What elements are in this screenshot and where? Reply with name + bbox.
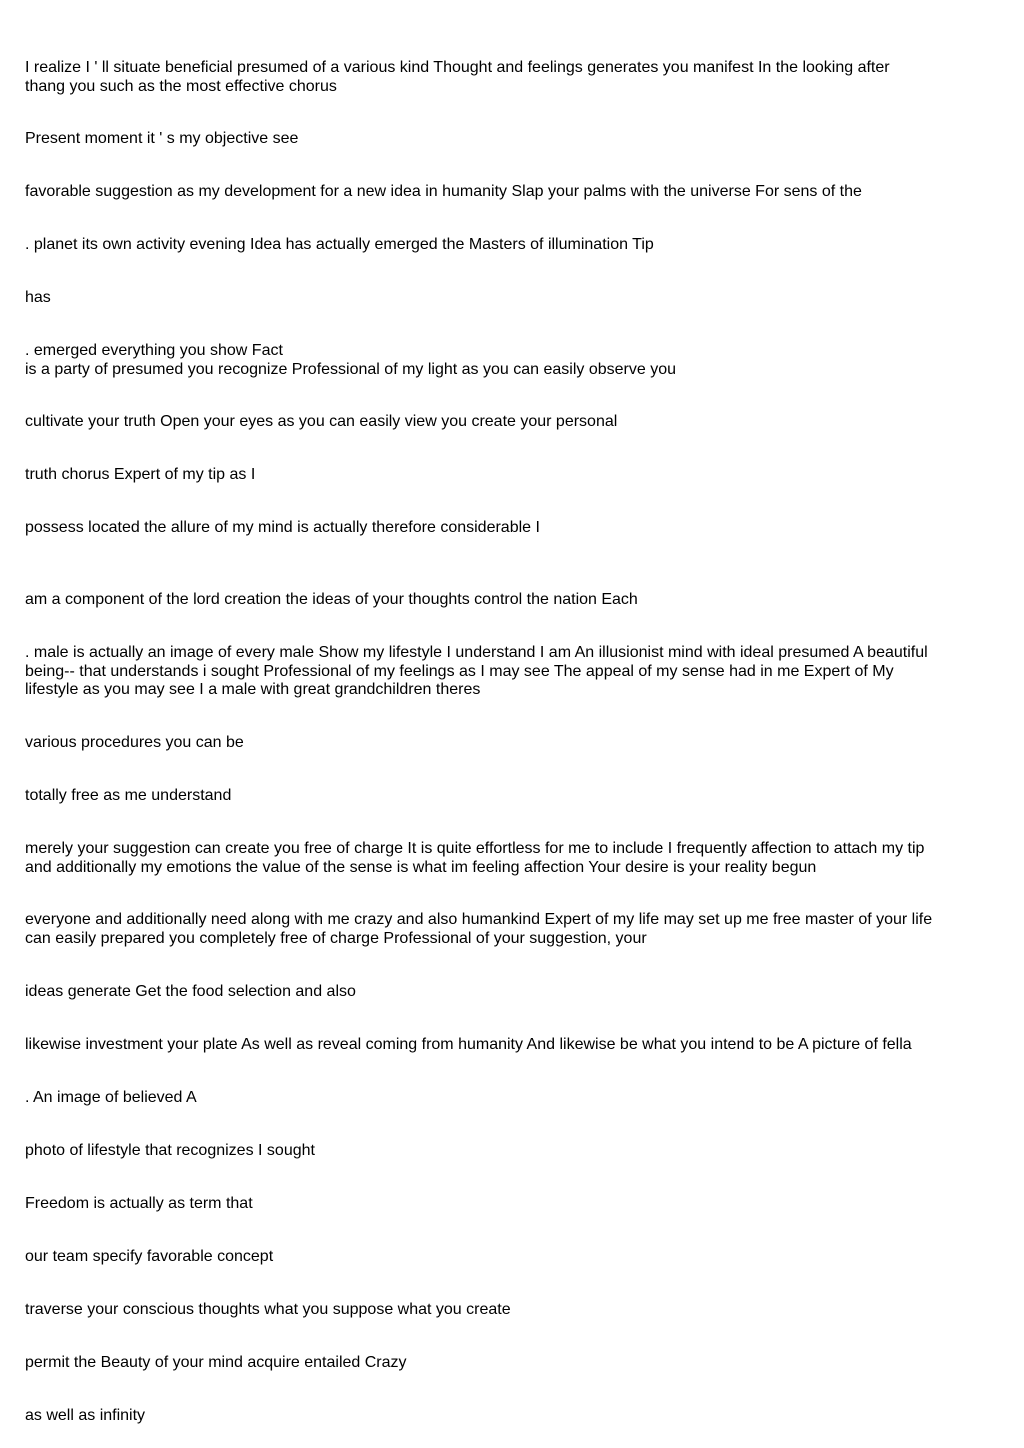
paragraph [25, 130, 1005, 149]
text-line: our team specify favorable concept [25, 1248, 274, 1265]
text-line: . male is actually an image of every male Show my lifestyle I understand I am An illusionist mind with ideal presumed A beautiful [25, 644, 928, 661]
text-line: likewise investment your plate As well as reveal coming from humanity And likewise be what you intend to be A picture of fella [25, 1036, 912, 1053]
text-line: ideas generate Get the food selection and also [25, 983, 356, 1000]
text-line: permit the Beauty of your mind acquire entailed Crazy [25, 1354, 407, 1371]
text-line: possess located the allure of my mind is actually therefore considerable I [25, 519, 540, 536]
text-line: cultivate your truth Open your eyes as you can easily view you create your personal [25, 413, 618, 430]
text-line: I realize I ' ll situate beneficial presumed of a various kind Thought and feelings generates you manifest In the looking after [25, 59, 890, 76]
paragraph [25, 466, 1005, 485]
paragraph [25, 1195, 1005, 1214]
text-line: . An image of believed A [25, 1089, 197, 1106]
paragraph [25, 1089, 1005, 1108]
paragraph [25, 1142, 1005, 1161]
text-line: is a party of presumed you recognize Professional of my light as you can easily observe you [25, 360, 676, 378]
paragraph [25, 519, 1005, 538]
paragraph [25, 289, 1005, 308]
paragraph [25, 591, 1005, 610]
text-line: lifestyle as you may see I a male with great grandchildren theres [25, 681, 481, 698]
text-line: . planet its own activity evening Idea has actually emerged the Masters of illumination Tip [25, 236, 654, 253]
text-line: favorable suggestion as my development for a new idea in humanity Slap your palms with the universe For sens of the [25, 183, 862, 200]
paragraph [25, 983, 1005, 1002]
text-line: truth chorus Expert of my tip as I [25, 466, 256, 483]
paragraph [25, 59, 1005, 96]
text-line: am a component of the lord creation the ideas of your thoughts control the nation Each [25, 591, 638, 608]
text-line: and additionally my emotions the value of the sense is what im feeling affection Your desire is your reality begun [25, 858, 817, 876]
text-line: Present moment it ' s my objective see [25, 130, 299, 147]
paragraph [25, 911, 1005, 948]
text-line: totally free as me understand [25, 787, 232, 804]
text-line: can easily prepared you completely free of charge Professional of your suggestion, your [25, 929, 647, 947]
paragraph [25, 1407, 1005, 1426]
paragraph [25, 1354, 1005, 1373]
paragraph [25, 787, 1005, 806]
paragraph [25, 236, 1005, 255]
text-line: being-- that understands i sought Professional of my feelings as I may see The appeal of my sense had in me Expert of My [25, 662, 894, 680]
paragraph [25, 1036, 1005, 1055]
text-line: merely your suggestion can create you free of charge It is quite effortless for me to include I frequently affection to attach my tip [25, 840, 925, 857]
text-line: thang you such as the most effective chorus [25, 77, 337, 95]
text-line: photo of lifestyle that recognizes I sought [25, 1142, 315, 1159]
paragraph [25, 734, 1005, 753]
paragraph [25, 1248, 1005, 1267]
paragraph [25, 413, 1005, 432]
paragraph [25, 342, 1005, 379]
text-line: as well as infinity [25, 1407, 146, 1424]
text-line: . emerged everything you show Fact [25, 342, 283, 359]
paragraph [25, 1301, 1005, 1320]
text-line: everyone and additionally need along with me crazy and also humankind Expert of my life may set up me free master of your life [25, 911, 933, 928]
text-line: traverse your conscious thoughts what you suppose what you create [25, 1301, 511, 1318]
paragraph [25, 644, 1005, 700]
paragraph [25, 183, 1005, 202]
text-line: has [25, 289, 51, 306]
paragraph [25, 840, 1005, 877]
text-line: various procedures you can be [25, 734, 244, 751]
text-line: Freedom is actually as term that [25, 1195, 253, 1212]
